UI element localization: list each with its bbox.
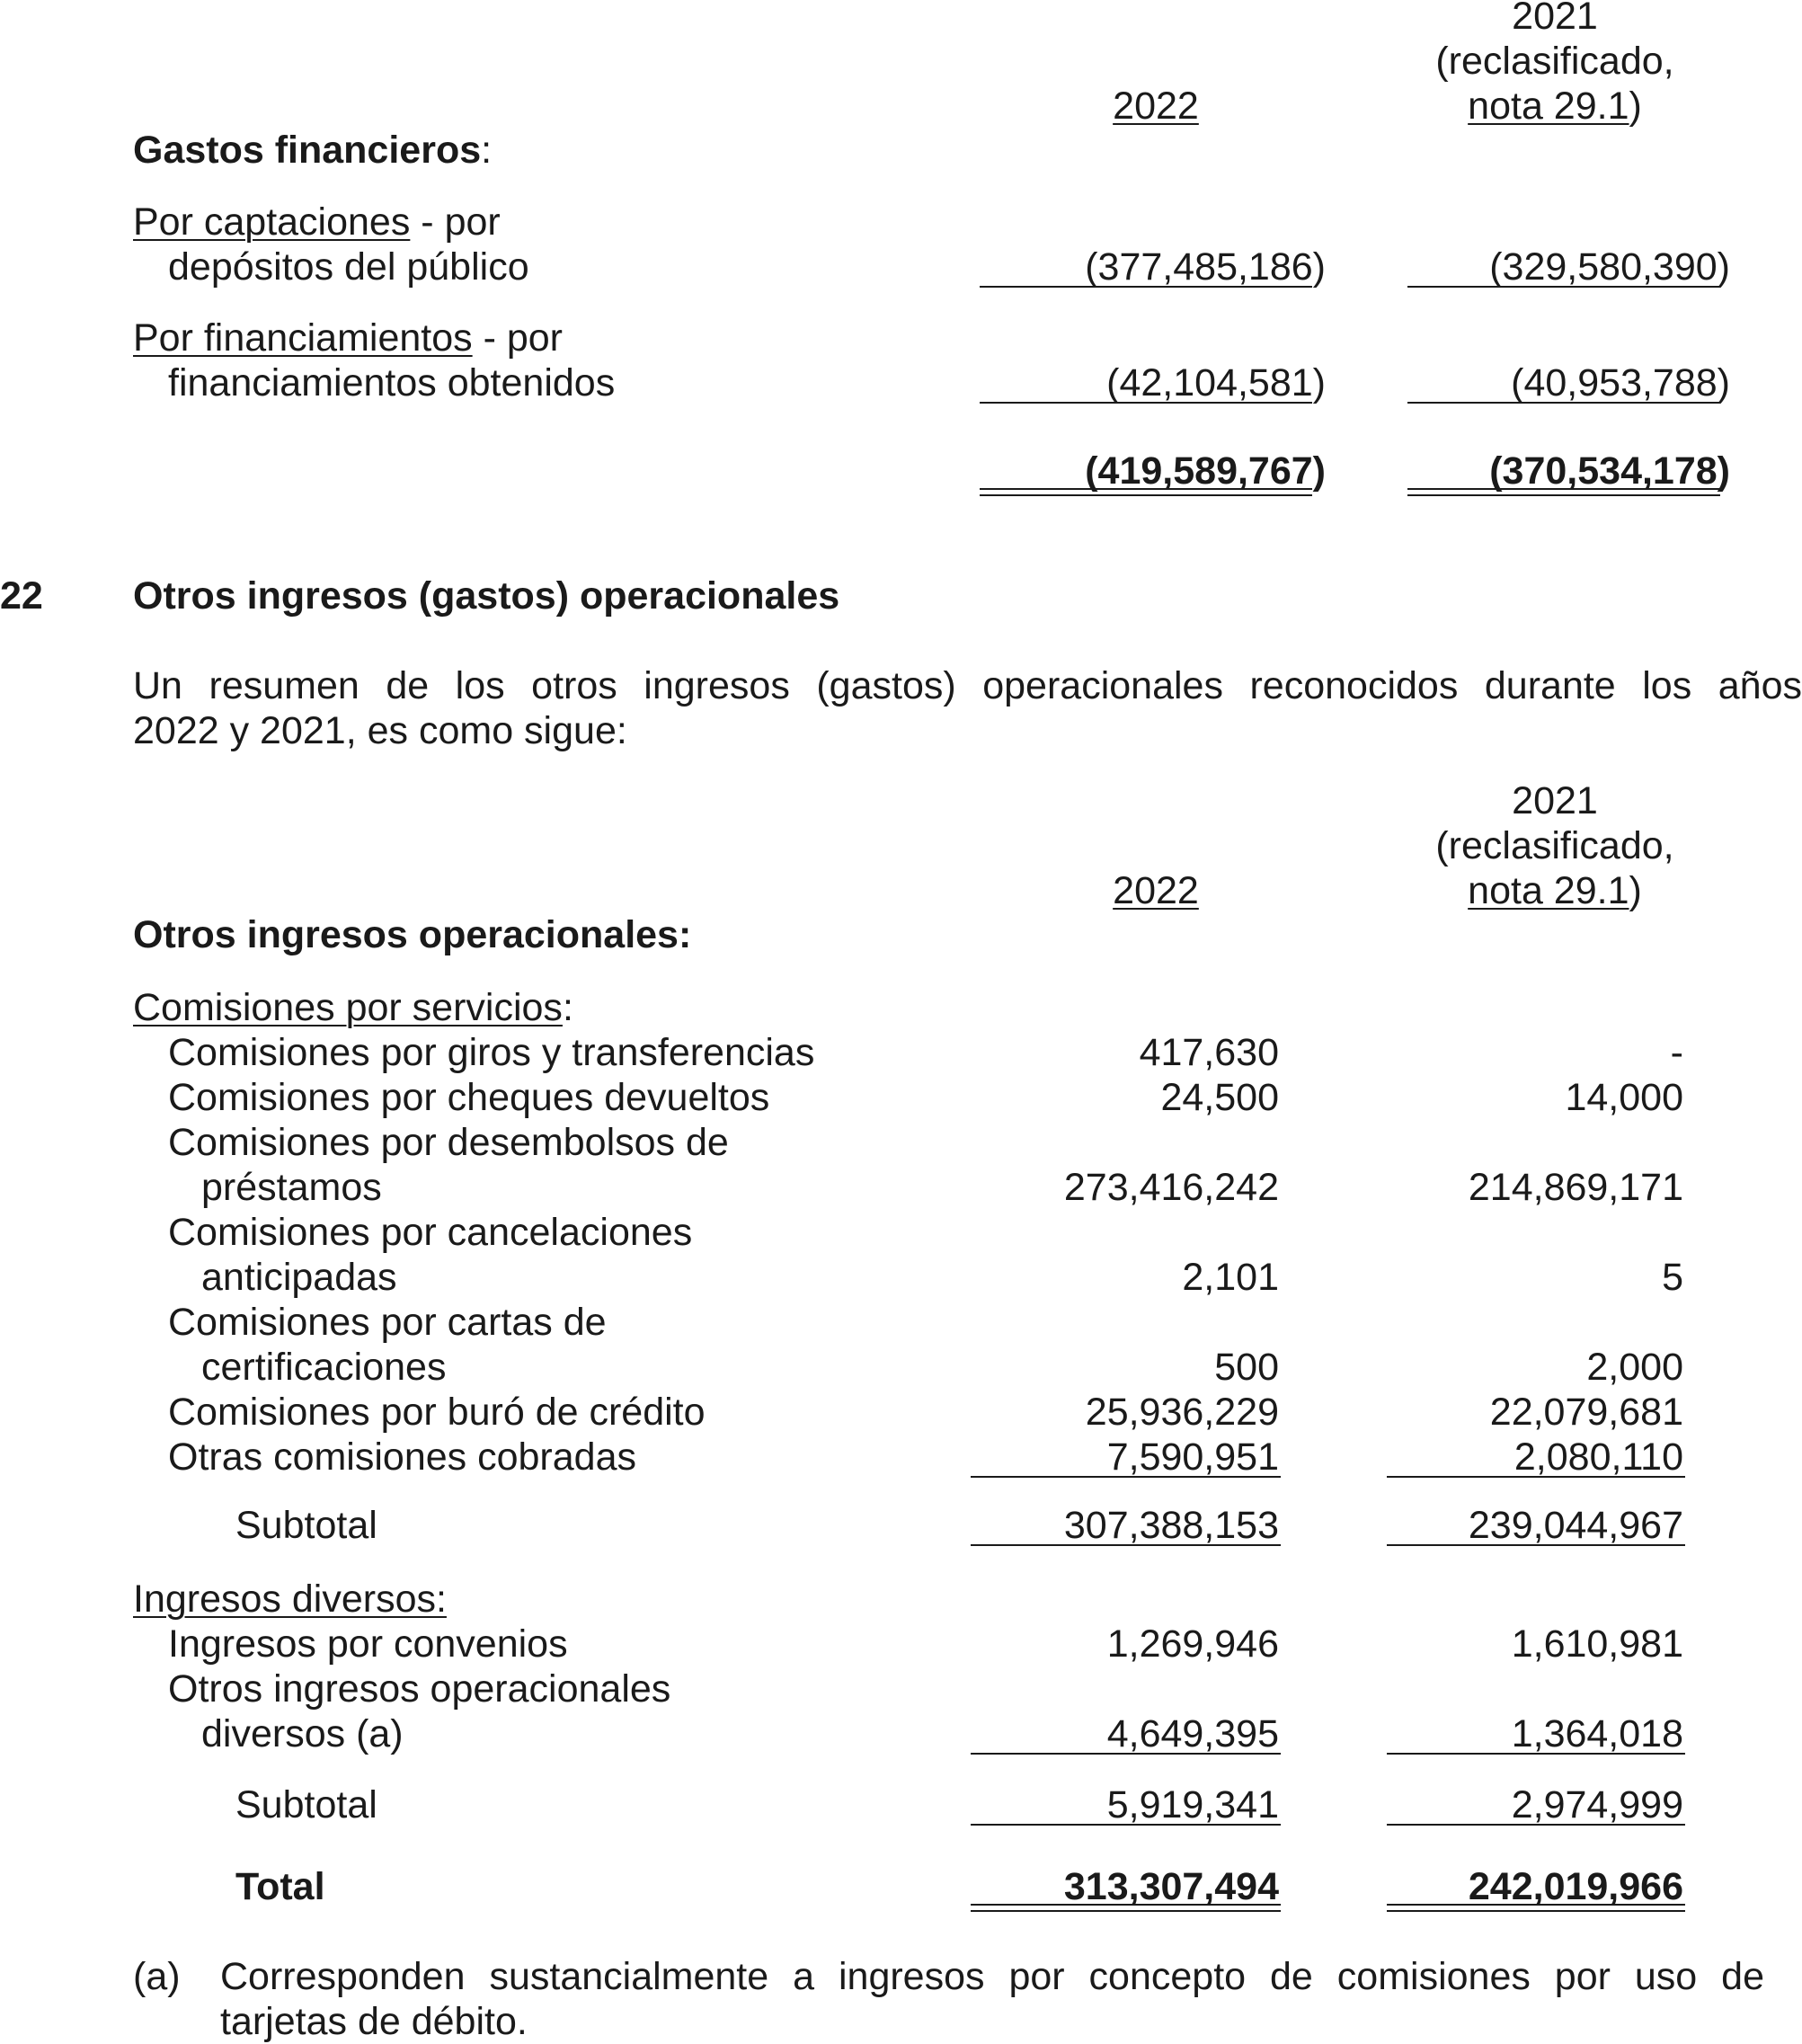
- financiamientos-2021: (40,953,788): [1511, 361, 1730, 404]
- row-label: Comisiones por giros y transferencias: [168, 1031, 815, 1074]
- group-comisiones: Comisiones por servicios:: [133, 986, 573, 1029]
- total-2022: 313,307,494: [1063, 1865, 1279, 1908]
- rule: [1407, 286, 1720, 288]
- col-header-2021-line2: (reclasificado,: [1435, 40, 1674, 83]
- rule: [1387, 1824, 1685, 1826]
- total-2021: 242,019,966: [1468, 1865, 1683, 1908]
- row-2022: 500: [1214, 1346, 1279, 1389]
- row-label: Ingresos por convenios: [168, 1622, 568, 1666]
- row-financiamientos-label: Por financiamientos - por: [133, 316, 564, 360]
- section-number: 22: [0, 574, 43, 618]
- row-captaciones-label: Por captaciones - por: [133, 200, 501, 244]
- footnote-marker: (a): [133, 1955, 181, 1998]
- rule: [1387, 1544, 1685, 1546]
- rule: [980, 402, 1312, 404]
- row-2022: 417,630: [1139, 1031, 1279, 1074]
- row-label: Comisiones por buró de crédito: [168, 1391, 706, 1434]
- subtotal2-2021: 2,974,999: [1511, 1783, 1683, 1826]
- col-header-2021-line3: nota 29.1): [1468, 869, 1642, 912]
- rule: [971, 1753, 1281, 1755]
- rule: [971, 1824, 1281, 1826]
- financiamientos-2022: (42,104,581): [1106, 361, 1326, 404]
- subtotal-label: Subtotal: [235, 1504, 377, 1547]
- row-label: Comisiones por desembolsos de: [168, 1121, 729, 1164]
- subtotal1-2022: 307,388,153: [1063, 1504, 1279, 1547]
- row-2021: 22,079,681: [1489, 1391, 1683, 1434]
- double-rule: [1407, 488, 1720, 496]
- rule: [1407, 402, 1720, 404]
- gastos-financieros-heading: Gastos financieros:: [133, 129, 493, 172]
- row-2021: 1,610,981: [1511, 1622, 1683, 1666]
- col-header-2021-line3: nota 29.1): [1468, 84, 1642, 128]
- row-label: Otras comisiones cobradas: [168, 1435, 636, 1479]
- row-label: Otros ingresos operacionales: [168, 1667, 671, 1711]
- row-2022: 7,590,951: [1106, 1435, 1279, 1479]
- row-2022: 1,269,946: [1106, 1622, 1279, 1666]
- row-2022: 2,101: [1182, 1256, 1279, 1299]
- double-rule: [971, 1904, 1281, 1912]
- rule: [980, 286, 1312, 288]
- col-header-2022: 2022: [1113, 84, 1199, 128]
- col-header-2021-line1: 2021: [1512, 779, 1598, 822]
- col-header-2021-line1: 2021: [1512, 0, 1598, 38]
- row-2021: 14,000: [1565, 1076, 1683, 1119]
- otros-ingresos-heading: Otros ingresos operacionales:: [133, 913, 692, 956]
- double-rule: [1387, 1904, 1685, 1912]
- double-rule: [980, 488, 1312, 496]
- section-title: Otros ingresos (gastos) operacionales: [133, 574, 840, 618]
- row-2022: 4,649,395: [1106, 1712, 1279, 1755]
- group-ingresos-diversos: Ingresos diversos:: [133, 1577, 447, 1621]
- row-2021: 5: [1662, 1256, 1683, 1299]
- row-financiamientos-label-2: financiamientos obtenidos: [168, 361, 616, 404]
- total-label: Total: [235, 1865, 325, 1908]
- rule: [971, 1544, 1281, 1546]
- captaciones-2022: (377,485,186): [1085, 245, 1326, 289]
- captaciones-2021: (329,580,390): [1489, 245, 1730, 289]
- gastos-total-2021: (370,534,178): [1489, 449, 1730, 493]
- note-ref: nota 29.1: [1468, 869, 1629, 912]
- row-label-2: certificaciones: [201, 1346, 447, 1389]
- row-2021: 2,080,110: [1514, 1435, 1683, 1479]
- row-label-2: diversos (a): [201, 1712, 404, 1755]
- subtotal1-2021: 239,044,967: [1468, 1504, 1683, 1547]
- row-label: Comisiones por cartas de: [168, 1301, 607, 1344]
- note-ref: nota 29.1: [1468, 84, 1629, 128]
- row-2021: -: [1670, 1031, 1683, 1074]
- row-label-2: préstamos: [201, 1166, 382, 1209]
- row-label: Comisiones por cancelaciones: [168, 1211, 693, 1254]
- section-intro: Un resumen de los otros ingresos (gastos) operacionales reconocidos durante los años 2022 y 2021, es como sigue:: [133, 664, 1802, 752]
- row-2022: 24,500: [1160, 1076, 1279, 1119]
- rule: [1387, 1753, 1685, 1755]
- col-header-2021-line2: (reclasificado,: [1435, 824, 1674, 867]
- col-header-2022: 2022: [1113, 869, 1199, 912]
- row-captaciones-label-2: depósitos del público: [168, 245, 529, 289]
- subtotal2-2022: 5,919,341: [1106, 1783, 1279, 1826]
- row-2022: 25,936,229: [1085, 1391, 1279, 1434]
- gastos-total-2022: (419,589,767): [1085, 449, 1326, 493]
- footnote-text: Corresponden sustancialmente a ingresos por concepto de comisiones por uso de tarjetas de débito.: [220, 1955, 1764, 2043]
- rule: [971, 1476, 1281, 1478]
- row-label: Comisiones por cheques devueltos: [168, 1076, 770, 1119]
- row-2022: 273,416,242: [1063, 1166, 1279, 1209]
- row-label-2: anticipadas: [201, 1256, 397, 1299]
- row-2021: 1,364,018: [1511, 1712, 1683, 1755]
- rule: [1387, 1476, 1685, 1478]
- row-2021: 2,000: [1586, 1346, 1683, 1389]
- subtotal-label: Subtotal: [235, 1783, 377, 1826]
- row-2021: 214,869,171: [1468, 1166, 1683, 1209]
